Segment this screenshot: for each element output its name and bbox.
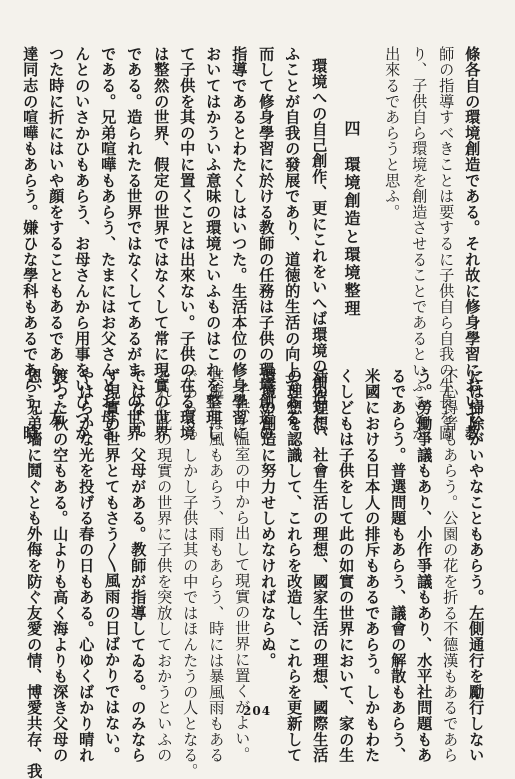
- upper-line-6: ふことが自我の發展であり、道徳的生活の向上である。: [283, 46, 302, 441]
- upper-line-9: おいてはかういふ意味の環境といふものはこれを整理し: [204, 46, 223, 441]
- upper-line-5: 環境への自己創作、更にこれをいへば環境の創造とい: [310, 58, 329, 438]
- upper-line-11: は整然の世界、假定の世界ではなくして常に現實の世界: [152, 46, 171, 441]
- upper-line-2: 師の指導すべきことは要するに子供自ら自我の生長を圖: [437, 46, 456, 441]
- lower-line-15: ず現實の世界とてもさう〳〵風雨の日ばかりではない。: [103, 368, 122, 763]
- upper-line-4: 出來るであらうと思ふ。: [383, 46, 402, 220]
- upper-line-15: つた時に折にはいや顔をすることもあるであらう。友: [47, 46, 66, 426]
- upper-line-12: である。造られたる世界ではなくしてあるがまゝの世界: [125, 46, 144, 441]
- upper-line-7: 而して修身學習に於ける教師の任務は子供の環境創造の: [257, 46, 276, 441]
- upper-line-8: 指導であるとわたくしはいつた。生活本位の修身學習に: [230, 46, 249, 441]
- lower-line-5: 米國における日本人の排斥もあるであらう。しかもわた: [363, 368, 382, 763]
- lower-line-1: には掃除がいやなこともあらう。左側通行を勵行しない: [467, 368, 486, 763]
- upper-line-1: 條各自の環境創造である。それ故に修身學習において教: [463, 46, 482, 441]
- page-number: 204: [243, 704, 272, 718]
- lower-line-8: の理想を認識して、これらを改造し、これらを更新して: [285, 368, 304, 763]
- upper-line-14: んとのいさかひもあらう、お母さんから用事をいひつか: [73, 46, 92, 441]
- section-heading: 四 環境創造と環境整理: [342, 120, 361, 318]
- lower-line-2: 不心得者もあらう。公園の花を折る不德漢もあるであら: [441, 368, 460, 763]
- lower-line-13: それに此の現實の世界に子供を突放しておかうといふの: [155, 368, 174, 763]
- lower-line-17: 渡つた秋の空もある。山よりも高く海よりも深き父母の: [51, 368, 70, 763]
- upper-line-10: て子供を其の中に置くことは出來ない。子供の在る環境: [178, 46, 197, 441]
- lower-line-3: う。勞働爭議もあり、小作爭議もあり、水平社問題もあ: [415, 368, 434, 763]
- lower-line-6: くしどもは子供をして此の如實の世界において、家の生: [337, 368, 356, 763]
- lower-line-4: るであらう。普選問題もあらう、議會の解散もあらう、: [389, 368, 408, 763]
- upper-line-16: 達同志の喧嘩もあらう。嫌ひな學科もあるであらう。時: [21, 46, 40, 441]
- upper-line-13: である。兄弟喧嘩もあらう、たまにはお父さんとお母さ: [99, 46, 118, 441]
- lower-line-12: であらう。しかし子供は其の中ではほんたうの人となる。: [181, 368, 200, 779]
- lower-line-18: 恩、兄弟墻に鬩ぐとも外侮を防ぐ友愛の情、博愛共存、我: [25, 368, 44, 779]
- lower-line-10: 子供を温室の中から出して現實の世界に置くがよい。: [233, 383, 252, 763]
- lower-line-9: 環境の創造に努力せしめなければならぬ。: [259, 368, 278, 669]
- lower-line-14: ではない。父母がある。教師が指導してゐる。のみなら: [129, 368, 148, 763]
- lower-line-7: 活の理想、社會生活の理想、國家生活の理想、國際生活: [311, 368, 330, 763]
- upper-line-3: り、子供自ら環境を創造させることであるといふことが: [410, 46, 429, 441]
- lower-line-16: やはらかな光を投げる春の日もある。心ゆくばかり晴れ: [77, 368, 96, 763]
- lower-line-11: 其處には風もあらう、雨もあらう、時には暴風雨もある: [207, 368, 226, 763]
